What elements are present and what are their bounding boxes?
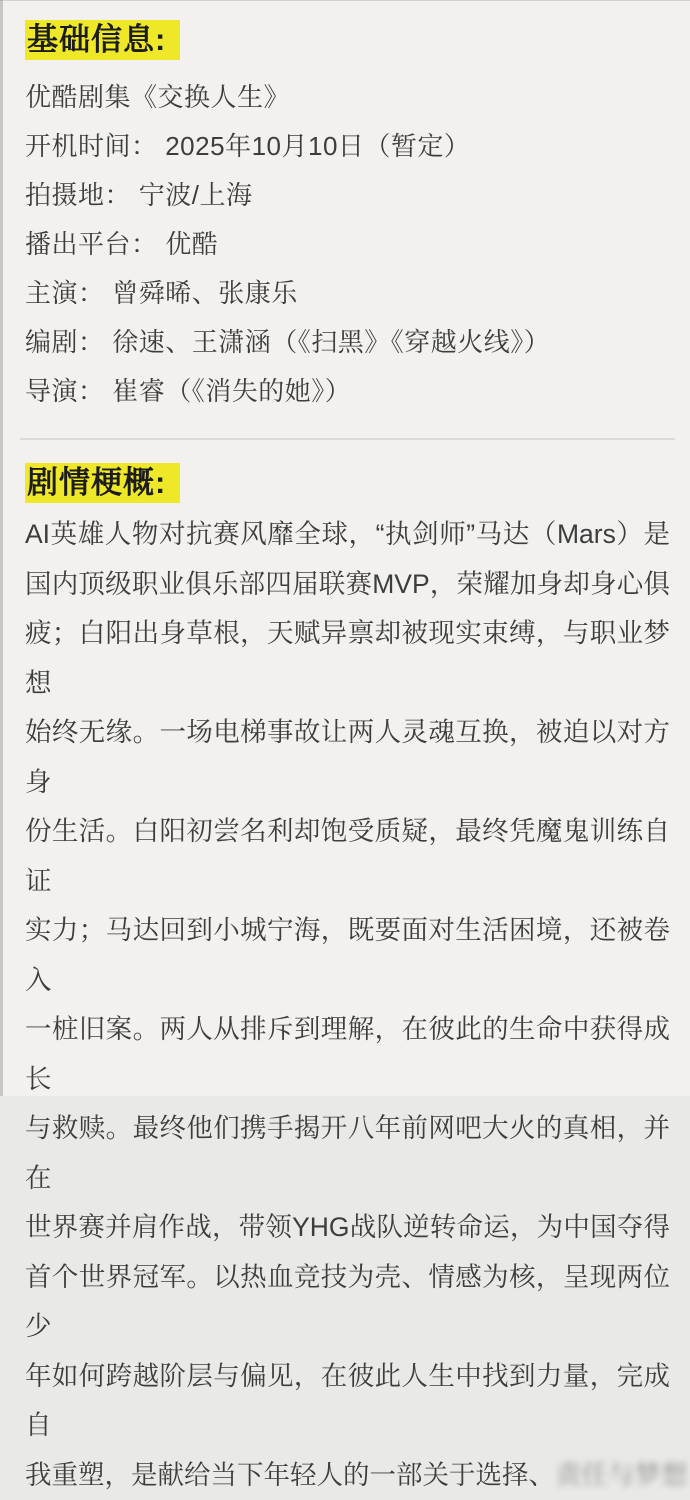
basic-info-heading: 基础信息: <box>25 20 180 60</box>
plot-line: 实力；马达回到小城宁海，既要面对生活困境，还被卷入 <box>25 906 670 1005</box>
plot-line: 始终无缘。一场电梯事故让两人灵魂互换，被迫以对方身 <box>25 708 670 807</box>
plot-line: 年如何跨越阶层与偏见，在彼此人生中找到力量，完成自 <box>25 1352 670 1451</box>
plot-line: 我重塑，是献给当下年轻人的一部关于选择、责任与梦想 <box>25 1451 670 1500</box>
plot-line: 首个世界冠军。以热血竞技为壳、情感为核，呈现两位少 <box>25 1253 670 1352</box>
section-divider <box>20 438 675 440</box>
plot-line: 与救赎。最终他们携手揭开八年前网吧大火的真相，并在 <box>25 1104 670 1203</box>
info-line: 优酷剧集《交换人生》 <box>25 73 670 122</box>
info-line: 拍摄地： 宁波/上海 <box>25 171 670 220</box>
blurred-watermark-text: 责任与梦想 <box>555 1460 688 1490</box>
plot-line: 世界赛并肩作战，带领YHG战队逆转命运，为中国夺得 <box>25 1203 670 1253</box>
plot-line: 份生活。白阳初尝名利却饱受质疑，最终凭魔鬼训练自证 <box>25 807 670 906</box>
info-line: 开机时间： 2025年10月10日（暂定） <box>25 122 670 171</box>
synopsis-heading-wrap <box>25 463 670 503</box>
synopsis-lines <box>25 510 670 1500</box>
plot-line: AI英雄人物对抗赛风靡全球，“执剑师”马达（Mars）是 <box>25 510 670 560</box>
plot-line: 疲；白阳出身草根，天赋异禀却被现实束缚，与职业梦想 <box>25 609 670 708</box>
plot-line: 国内顶级职业俱乐部四届联赛MVP，荣耀加身却身心俱 <box>25 560 670 610</box>
info-line: 导演： 崔睿（《消失的她》） <box>25 367 670 416</box>
basic-info-section <box>25 20 670 416</box>
info-line: 播出平台： 优酷 <box>25 220 670 269</box>
synopsis-heading: 剧情梗概: <box>25 463 180 503</box>
plot-line: 一桩旧案。两人从排斥到理解，在彼此的生命中获得成长 <box>25 1005 670 1104</box>
synopsis-section <box>25 463 670 1500</box>
info-line: 编剧： 徐速、王潇涵（《扫黑》《穿越火线》） <box>25 318 670 367</box>
info-line: 主演： 曾舜晞、张康乐 <box>25 269 670 318</box>
basic-info-lines <box>25 73 670 416</box>
